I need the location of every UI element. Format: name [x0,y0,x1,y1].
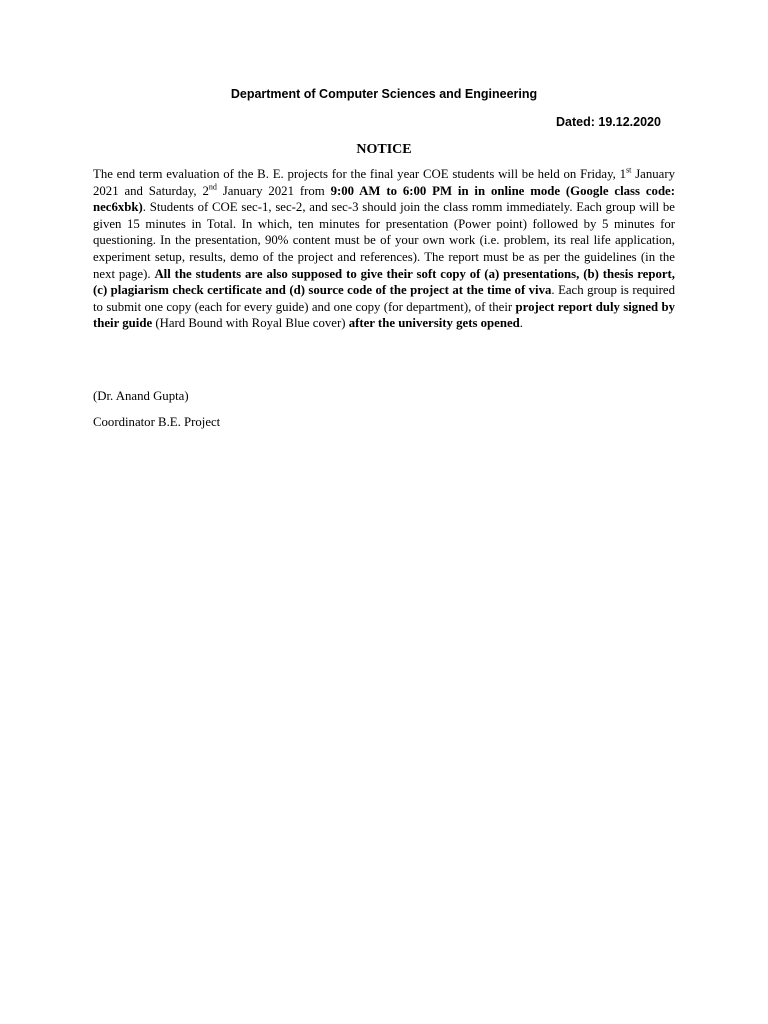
body-bold-run: after the university gets opened [348,316,520,331]
body-text-run: . Each group is required to submit one copy (each for every guide) and one copy (for department), of their [93,283,675,314]
body-text-run: The end term evaluation of the B. E. projects for the final year COE students will be held on Friday, 1 [93,167,627,181]
body-bold-run: 9:00 AM to 6:00 PM in in online mode (Google class code: nec6xbk) [93,183,675,215]
ordinal-suffix: nd [208,182,217,192]
signatory-role: Coordinator B.E. Project [93,415,221,429]
notice-date: Dated: 19.12.2020 [556,115,661,129]
notice-body [93,166,675,332]
body-bold-run: project report duly signed by their guide [93,299,676,331]
body-text-run: (Hard Bound with Royal Blue cover) [152,316,349,331]
ordinal-suffix: st [626,165,632,175]
signatory-name: (Dr. Anand Gupta) [93,389,189,403]
body-text-run: January 2021 from [216,183,331,198]
body-text-run: . [519,316,523,331]
body-text-run: January 2021 and Saturday, 2 [93,167,675,198]
department-heading: Department of Computer Sciences and Engineering [230,87,538,101]
body-text-run: . Students of COE sec-1, sec-2, and sec-3 should join the class romm immediately. Each group will be given 15 minutes in Total. In which, ten minutes for presentation (Power point) followed by 5 minutes for questioning. In the presentation, 90% content must be of your own work (i.e. problem, its real life application, experiment setup, results, demo of the project and references). The report must be as per the guidelines (in the next page). [93,200,675,281]
body-bold-run: All the students are also supposed to give their soft copy of (a) presentations, (b) thesis report, (c) plagiarism check certificate and (d) source code of the project at the time of viva [93,266,675,298]
notice-title: NOTICE [356,142,412,157]
